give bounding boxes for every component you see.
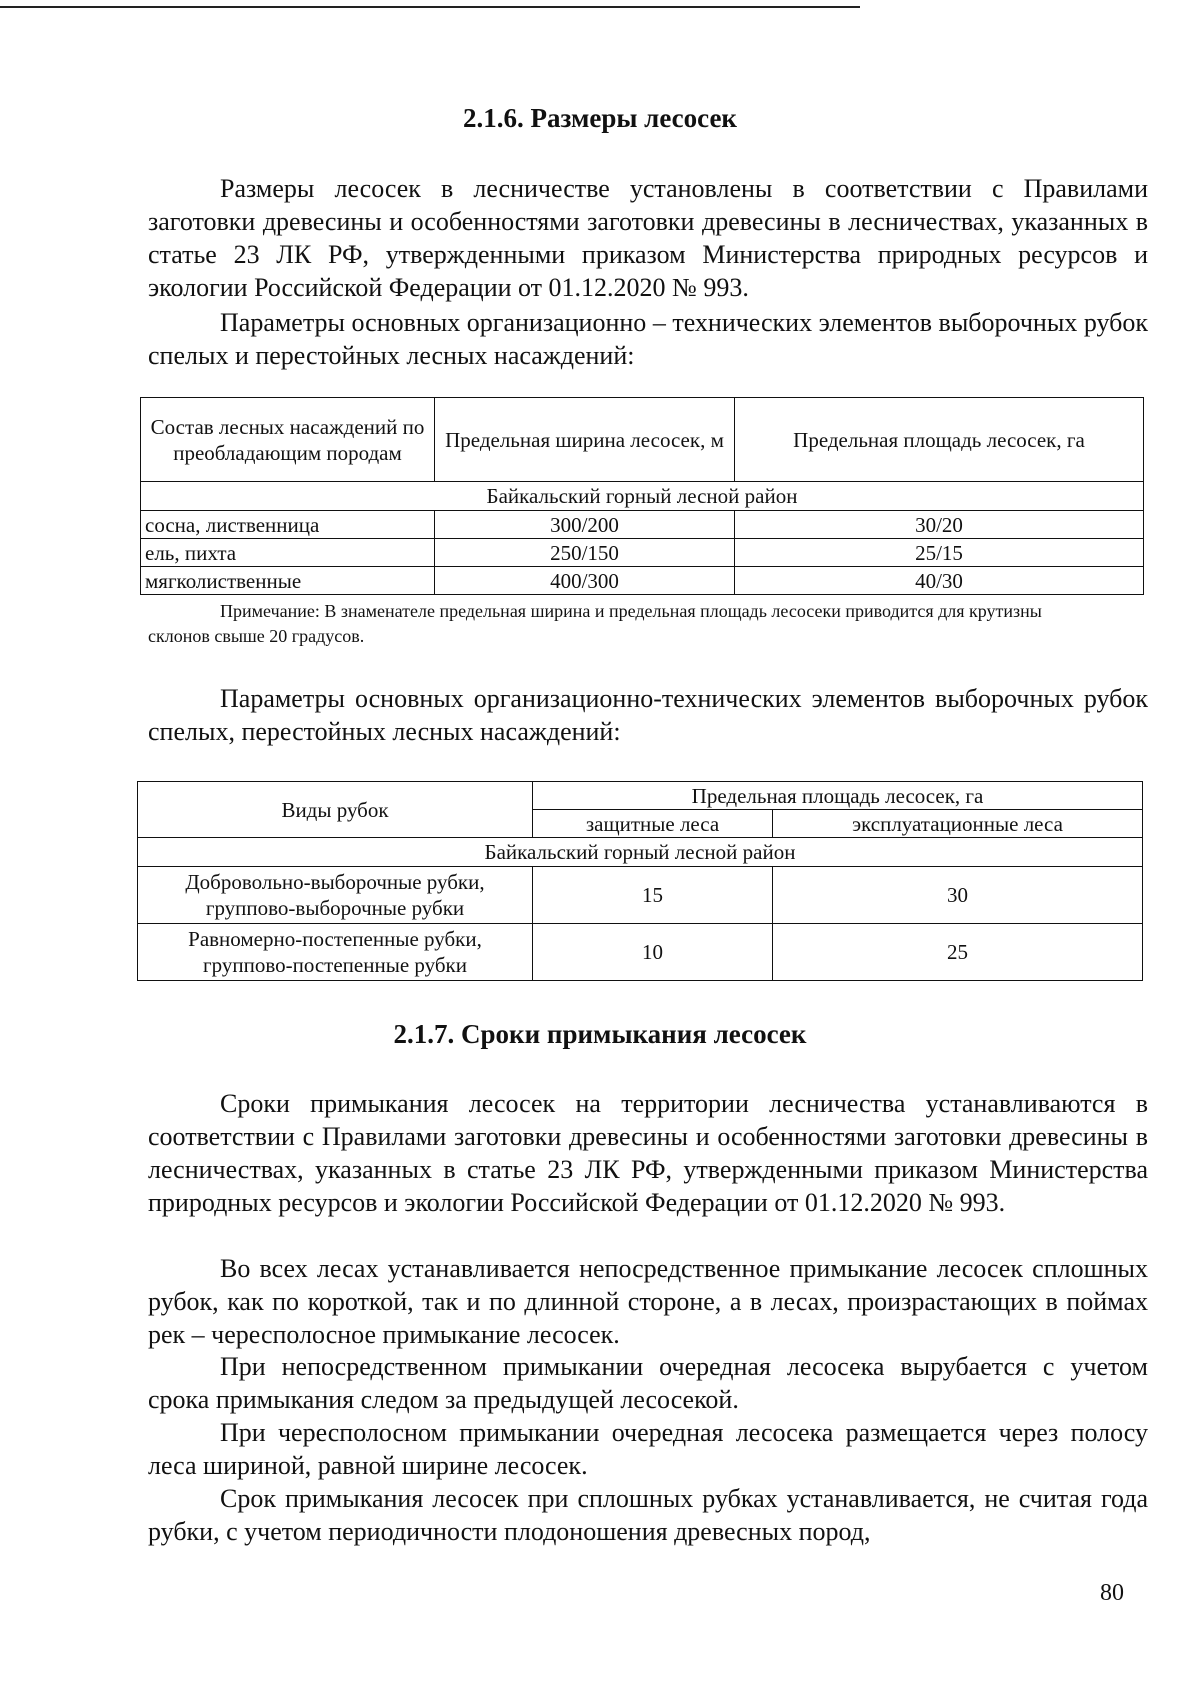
table-cell: 25 — [773, 924, 1143, 981]
table-cell: ель, пихта — [141, 539, 435, 567]
section-title-216: 2.1.6. Размеры лесосек — [463, 103, 737, 133]
table-row — [138, 867, 1143, 924]
table-cell: 40/30 — [735, 567, 1144, 595]
paragraph-217-4: При чересполосном примыкании очередная лесосека размещается через полосу леса шириной, равной ширине лесосек. — [148, 1418, 1148, 1480]
table-selective-felling-areas — [137, 781, 1143, 981]
table-header-cell: Состав лесных насаждений по преобладающим породам — [141, 398, 435, 482]
table-cell: мягколиственные — [141, 567, 435, 595]
table-header-cell: эксплуатационные леса — [773, 810, 1143, 838]
table-header-cell: защитные леса — [533, 810, 773, 838]
paragraph-217-5: Срок примыкания лесосек при сплошных рубках устанавливается, не считая года рубки, с учетом периодичности плодоношения древесных пород, — [148, 1484, 1148, 1546]
table-region-row — [141, 482, 1144, 511]
top-rule — [0, 6, 860, 8]
section-title-217: 2.1.7. Сроки примыкания лесосек — [393, 1019, 807, 1049]
table-cell: Добровольно-выборочные рубки, группово-выборочные рубки — [138, 867, 533, 924]
paragraph-216-2: Параметры основных организационно – технических элементов выборочных рубок спелых и перестойных лесных насаждений: — [148, 308, 1148, 370]
table-row — [141, 539, 1144, 567]
table-header-cell: Виды рубок — [138, 782, 533, 838]
paragraph-217-3: При непосредственном примыкании очередная лесосека вырубается с учетом срока примыкания следом за предыдущей лесосекой. — [148, 1352, 1148, 1414]
table-felling-size-limits — [140, 397, 1144, 595]
table-row — [138, 924, 1143, 981]
table-header-row — [138, 782, 1143, 810]
paragraph-216-1: Размеры лесосек в лесничестве установлены в соответствии с Правилами заготовки древесины и особенностями заготовки древесины в лесничествах, указанных в статье 23 ЛК РФ, утвержденными приказом Министерства природных ресурсов и экологии Российской Федерации от 01.12.2020 № 993. — [148, 174, 1148, 302]
region-cell: Байкальский горный лесной район — [141, 482, 1144, 511]
table-cell: 10 — [533, 924, 773, 981]
table-header-row — [141, 398, 1144, 482]
page-number: 80 — [1100, 1580, 1124, 1606]
table-cell: 25/15 — [735, 539, 1144, 567]
table-cell: 15 — [533, 867, 773, 924]
table-cell: 300/200 — [435, 511, 735, 539]
table-cell: Равномерно-постепенные рубки, группово-постепенные рубки — [138, 924, 533, 981]
table-header-cell: Предельная ширина лесосек, м — [435, 398, 735, 482]
table-cell: сосна, лиственница — [141, 511, 435, 539]
table-cell: 30 — [773, 867, 1143, 924]
table-header-cell: Предельная площадь лесосек, га — [533, 782, 1143, 810]
table-cell: 250/150 — [435, 539, 735, 567]
table-row — [141, 567, 1144, 595]
paragraph-217-1: Сроки примыкания лесосек на территории лесничества устанавливаются в соответствии с Правилами заготовки древесины и особенностями заготовки древесины в лесничествах, указанных в статье 23 ЛК РФ, утвержденными приказом Министерства природных ресурсов и экологии Российской Федерации от 01.12.2020 № 993. — [148, 1089, 1148, 1217]
table-region-row — [138, 838, 1143, 867]
paragraph-217-2: Во всех лесах устанавливается непосредственное примыкание лесосек сплошных рубок, как по короткой, так и по длинной стороне, а в лесах, произрастающих в поймах рек – чересполосное примыкание лесосек. — [148, 1254, 1148, 1349]
table-header-cell: Предельная площадь лесосек, га — [735, 398, 1144, 482]
region-cell: Байкальский горный лесной район — [138, 838, 1143, 867]
table-cell: 30/20 — [735, 511, 1144, 539]
table-cell: 400/300 — [435, 567, 735, 595]
paragraph-216-3: Параметры основных организационно-технических элементов выборочных рубок спелых, перестойных лесных насаждений: — [148, 684, 1148, 746]
table-note: Примечание: В знаменателе предельная ширина и предельная площадь лесосеки приводится для крутизны склонов свыше 20 градусов. — [148, 601, 1042, 646]
table-row — [141, 511, 1144, 539]
